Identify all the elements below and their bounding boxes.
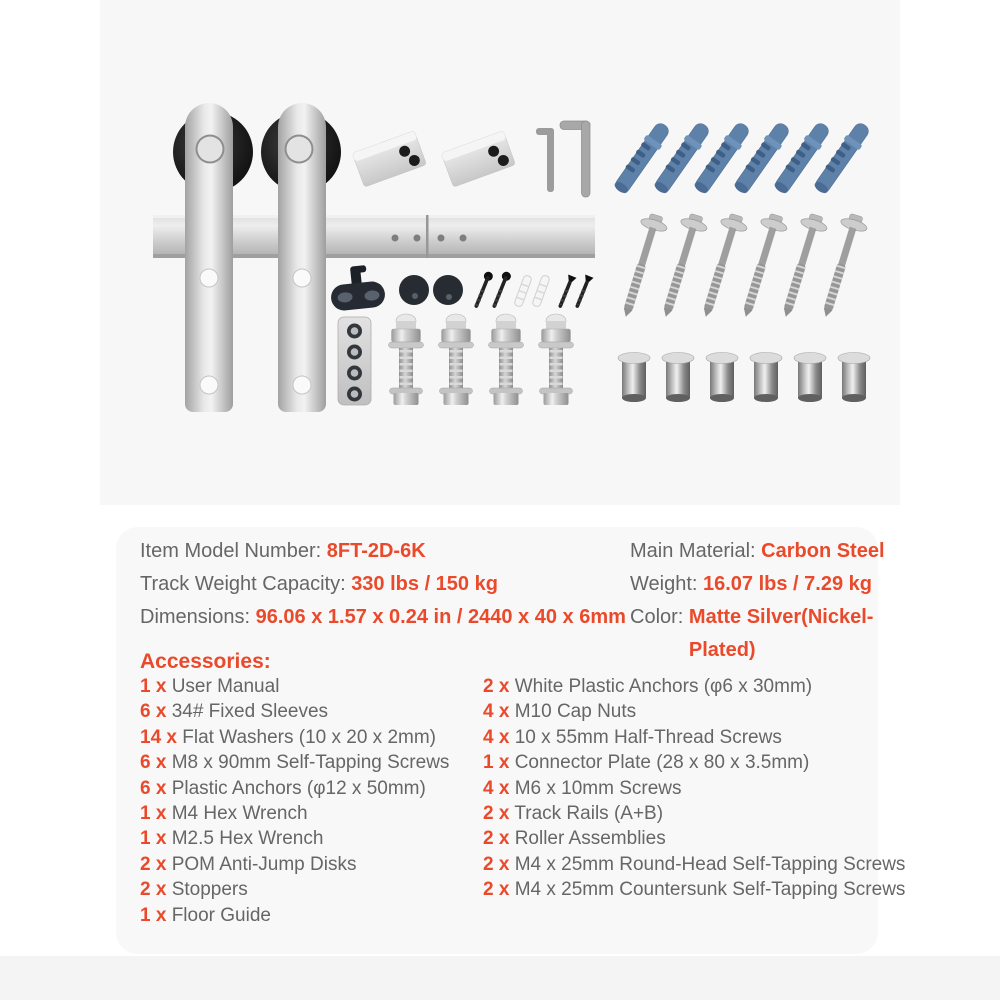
accessory-text: Connector Plate (28 x 80 x 3.5mm) (514, 752, 810, 774)
accessory-text: M10 Cap Nuts (514, 701, 637, 723)
accessory-qty: 2 x (483, 828, 510, 850)
spec-weight (630, 568, 892, 601)
accessory-item (483, 801, 905, 826)
accessory-qty: 1 x (140, 904, 167, 926)
accessory-item (483, 852, 905, 877)
accessory-item (140, 674, 483, 699)
accessory-item (483, 826, 905, 851)
spec-label: Color: (630, 606, 689, 628)
accessory-item (140, 750, 483, 775)
spec-label: Main Material: (630, 540, 762, 562)
accessory-qty: 4 x (483, 777, 510, 799)
spec-value: 96.06 x 1.57 x 0.24 in / 2440 x 40 x 6mm (255, 606, 626, 628)
accessory-qty: 6 x (140, 752, 167, 774)
accessory-qty: 1 x (140, 803, 167, 825)
accessory-item (140, 903, 483, 928)
accessory-qty: 1 x (483, 752, 510, 774)
spec-value: 16.07 lbs / 7.29 kg (703, 573, 872, 595)
accessory-qty: 2 x (483, 676, 510, 697)
accessory-item (140, 776, 483, 801)
accessory-text: M2.5 Hex Wrench (171, 828, 324, 850)
accessory-qty: 4 x (483, 726, 510, 748)
accessory-qty: 6 x (140, 701, 167, 723)
accessory-item (140, 852, 483, 877)
accessory-text: Flat Washers (10 x 20 x 2mm) (182, 726, 437, 748)
accessories-list-right (483, 674, 905, 928)
accessory-qty: 4 x (483, 701, 510, 723)
accessory-item (140, 877, 483, 902)
accessory-qty: 2 x (483, 803, 510, 825)
accessory-item (140, 826, 483, 851)
accessory-text: M8 x 90mm Self-Tapping Screws (171, 752, 450, 774)
spec-dimensions (140, 601, 626, 634)
accessory-item (483, 725, 905, 750)
spec-panel (116, 527, 906, 954)
spec-label: Track Weight Capacity: (140, 573, 352, 595)
spec-item-model-number (140, 535, 626, 568)
spec-label: Dimensions: (140, 606, 256, 628)
accessory-text: M4 x 25mm Round-Head Self-Tapping Screws (514, 853, 906, 875)
spec-value: Carbon Steel (761, 540, 885, 562)
accessory-item (483, 877, 905, 902)
spec-value: 8FT-2D-6K (326, 540, 426, 562)
spec-track-weight-capacity (140, 568, 626, 601)
accessory-item (483, 674, 905, 699)
spec-column-left (140, 535, 626, 634)
accessory-qty: 2 x (483, 879, 510, 901)
footer-band (0, 956, 1000, 1000)
accessory-qty: 6 x (140, 777, 167, 799)
accessory-qty: 2 x (483, 853, 510, 875)
spec-value: 330 lbs / 150 kg (351, 573, 498, 595)
spec-label: Weight: (630, 573, 703, 595)
spec-label: Item Model Number: (140, 540, 327, 562)
accessory-text: M6 x 10mm Screws (514, 777, 682, 799)
accessory-text: 34# Fixed Sleeves (171, 701, 329, 723)
accessory-item (483, 750, 905, 775)
accessory-qty: 2 x (140, 853, 167, 875)
accessory-qty: 14 x (140, 726, 177, 748)
accessory-item (140, 699, 483, 724)
accessory-item (483, 699, 905, 724)
accessories-lists (140, 674, 905, 928)
connector-plate-photo (338, 317, 371, 405)
accessory-text: Stoppers (171, 879, 248, 901)
accessories-list-left (140, 674, 483, 928)
accessory-text: 10 x 55mm Half-Thread Screws (514, 726, 782, 748)
accessory-text: Roller Assemblies (514, 828, 666, 850)
accessory-text: M4 x 25mm Countersunk Self-Tapping Screws (514, 879, 906, 901)
accessory-text: White Plastic Anchors (φ6 x 30mm) (514, 676, 813, 697)
accessory-text: Track Rails (A+B) (514, 803, 664, 825)
accessory-text: M4 Hex Wrench (171, 803, 308, 825)
spec-main-material (630, 535, 892, 568)
accessory-qty: 1 x (140, 828, 167, 850)
accessory-item (140, 801, 483, 826)
spec-value: Matte Silver(Nickel-Plated) (688, 606, 874, 661)
spec-column-right (630, 535, 892, 667)
accessory-qty: 2 x (140, 879, 167, 901)
accessories-title: Accessories: (140, 650, 271, 673)
accessory-text: POM Anti-Jump Disks (171, 853, 357, 875)
accessory-text: Plastic Anchors (φ12 x 50mm) (171, 777, 426, 799)
accessory-text: Floor Guide (171, 904, 271, 926)
accessory-item (483, 776, 905, 801)
accessory-item (140, 725, 483, 750)
accessory-text: User Manual (171, 676, 280, 697)
accessory-qty: 1 x (140, 676, 167, 697)
spec-color (630, 601, 892, 667)
